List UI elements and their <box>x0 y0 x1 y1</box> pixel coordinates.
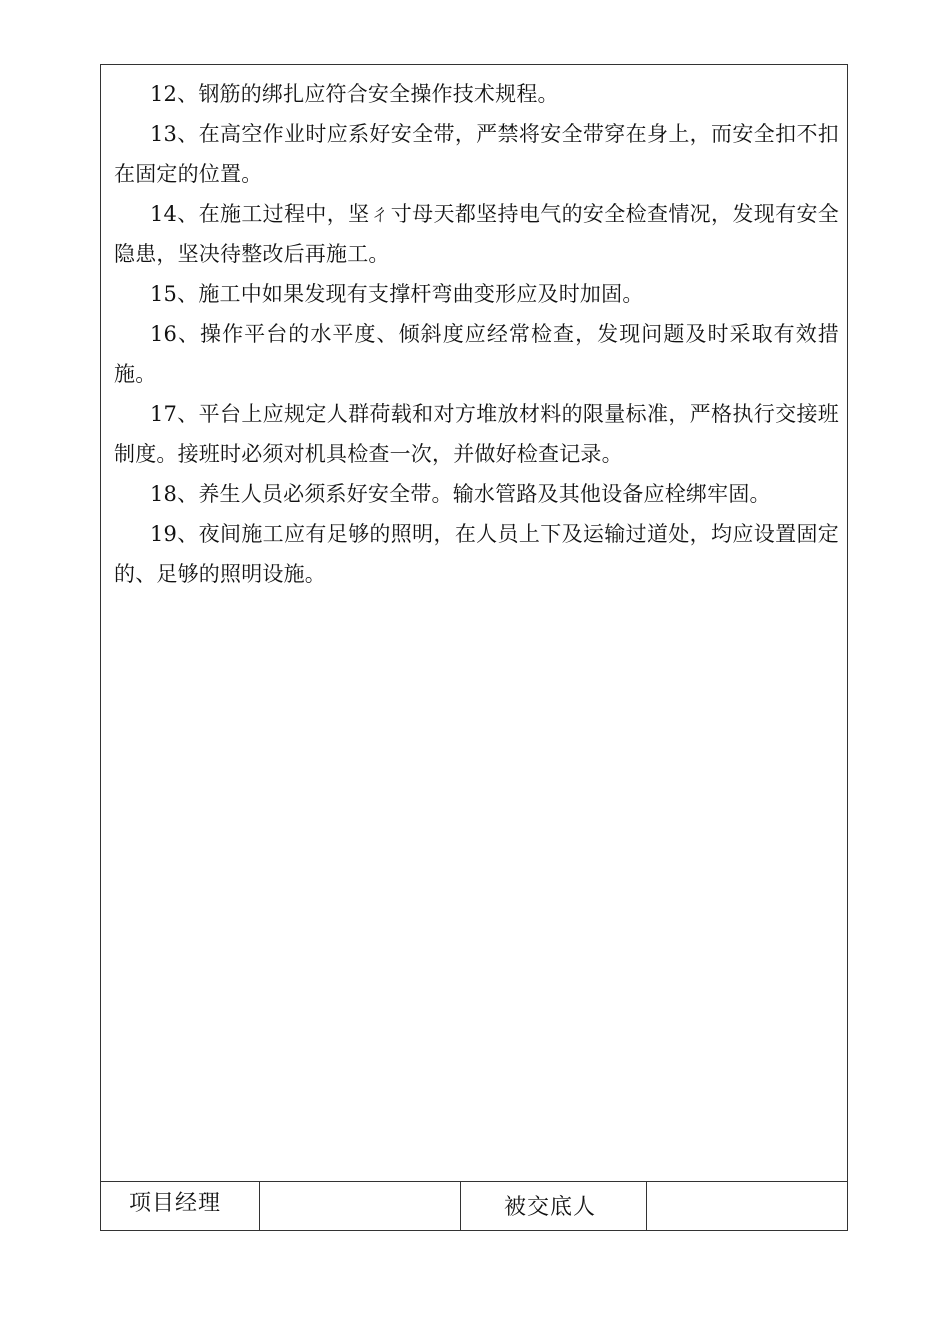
recipient-label-cell <box>460 1182 646 1230</box>
recipient-label: 被交底人 <box>504 1195 597 1220</box>
clause-16: 16、操作平台的水平度、倾斜度应经常检查，发现问题及时采取有效措施。 <box>114 322 839 386</box>
clause-17: 17、平台上应规定人群荷载和对方堆放材料的限量标准，严格执行交接班制度。接班时必须对机具检查一次，并做好检查记录。 <box>114 402 839 466</box>
safety-briefing-form <box>100 64 848 1231</box>
clause-12: 12、钢筋的绑扎应符合安全操作技术规程。 <box>150 82 559 106</box>
project-manager-label: 项目经理 <box>129 1191 222 1216</box>
clause-18: 18、养生人员必须系好安全带。输水管路及其他设备应栓绑牢固。 <box>150 482 771 506</box>
recipient-signature-field[interactable] <box>646 1182 847 1230</box>
clause-14: 14、在施工过程中，坚ㄔ寸母天都坚持电气的安全检查情况，发现有安全隐患，坚决待整改后再施工。 <box>114 202 839 266</box>
project-manager-signature-field[interactable] <box>259 1182 460 1230</box>
project-manager-label-cell <box>101 1182 259 1230</box>
clause-19: 19、夜间施工应有足够的照明，在人员上下及运输过道处，均应设置固定的、足够的照明设施。 <box>114 522 839 586</box>
clause-13: 13、在高空作业时应系好安全带，严禁将安全带穿在身上，而安全扣不扣在固定的位置。 <box>114 122 839 186</box>
clause-15: 15、施工中如果发现有支撑杆弯曲变形应及时加固。 <box>150 282 644 306</box>
signature-row <box>101 1181 847 1230</box>
briefing-content-cell <box>101 65 847 1181</box>
